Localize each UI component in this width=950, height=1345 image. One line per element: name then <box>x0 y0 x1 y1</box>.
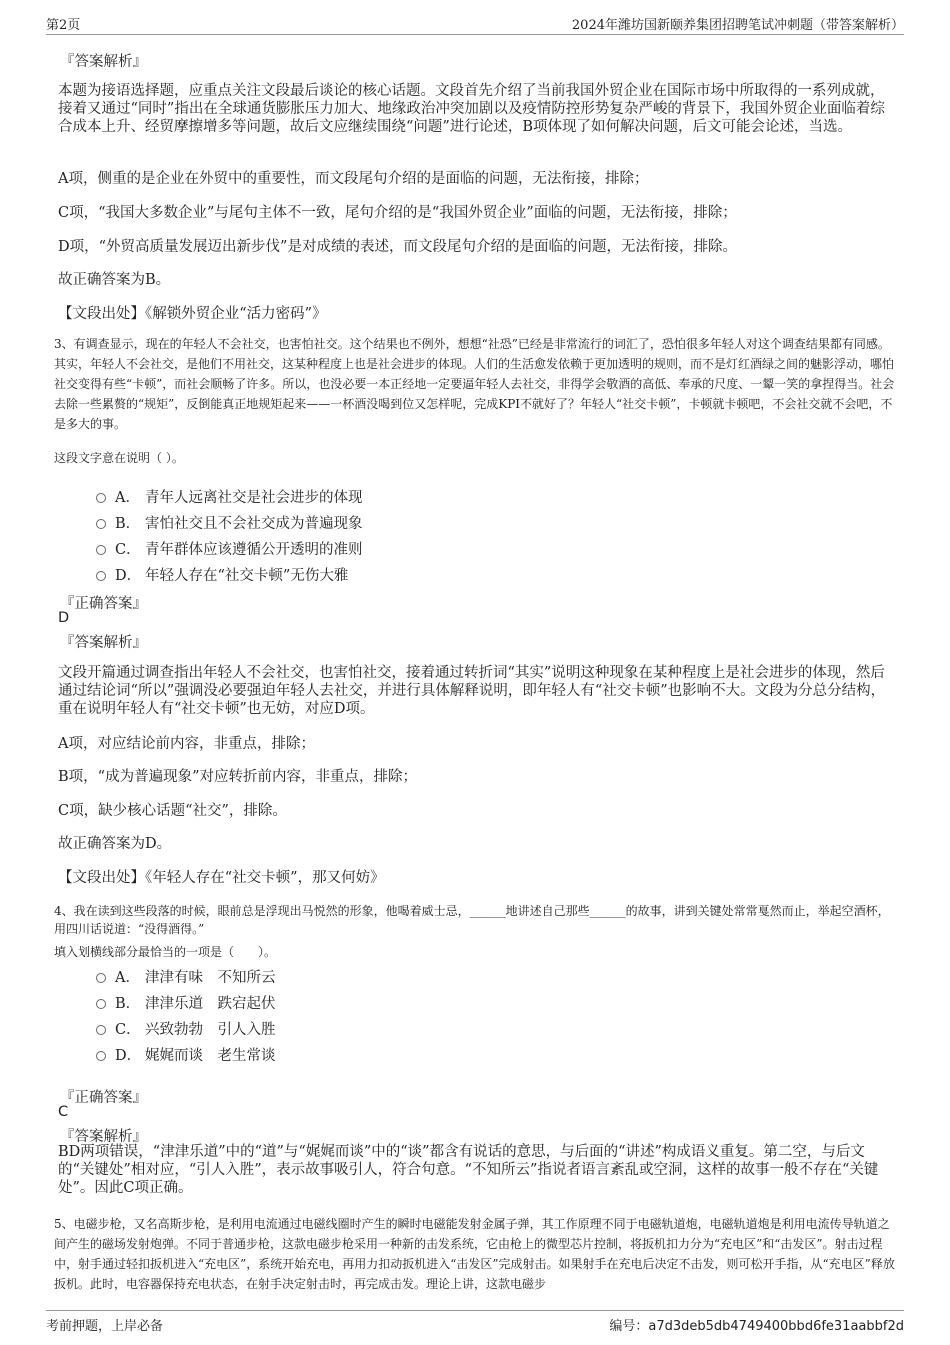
radio-icon[interactable] <box>96 973 106 983</box>
q4-option-b[interactable]: B． 津津乐道 跌宕起伏 <box>96 992 276 1013</box>
q3-answer-label: 『正确答案』 <box>60 596 147 612</box>
q4-stem: 4、我在读到这些段落的时候，眼前总是浮现出马悦然的形象，他喝着威士忌，______地讲述自己那些______的故事，讲到关键处常常戛然而止，举起空酒杯，用四川话说道：“没得酒得。” <box>54 904 890 936</box>
page-number: 第2页 <box>46 18 81 33</box>
page-header <box>46 14 904 35</box>
q2-analysis-label: 『答案解析』 <box>60 54 147 70</box>
q3-option-a-analysis: A项，对应结论前内容，非重点，排除； <box>58 736 315 752</box>
radio-icon[interactable] <box>96 545 106 555</box>
page-footer <box>46 1310 904 1335</box>
q3-option-a[interactable]: A． 青年人远离社交是社会进步的体现 <box>96 486 363 507</box>
q4-option-d[interactable]: D． 娓娓而谈 老生常谈 <box>96 1044 276 1065</box>
q2-option-a-analysis: A项，侧重的是企业在外贸中的重要性，而文段尾句介绍的是面临的问题，无法衔接，排除； <box>58 171 649 187</box>
radio-icon[interactable] <box>96 999 106 1009</box>
radio-icon[interactable] <box>96 493 106 503</box>
q3-option-b-analysis: B项，“成为普遍现象”对应转折前内容，非重点，排除； <box>58 769 417 785</box>
radio-icon[interactable] <box>96 519 106 529</box>
q4-option-c[interactable]: C． 兴致勃勃 引人入胜 <box>96 1018 276 1039</box>
q3-option-d[interactable]: D． 年轻人存在“社交卡顿”无伤大雅 <box>96 564 348 585</box>
q2-option-d-analysis: D项，“外贸高质量发展迈出新步伐”是对成绩的表述，而文段尾句介绍的是面临的问题，无法衔接，排除。 <box>58 239 737 255</box>
document-code: 编号：a7d3deb5db4749400bbd6fe31aabbf2d <box>609 1319 904 1334</box>
document-title: 2024年潍坊国新颐养集团招聘笔试冲刺题（带答案解析） <box>571 18 904 33</box>
q2-conclusion: 故正确答案为B。 <box>58 272 171 288</box>
q2-option-c-analysis: C项，“我国大多数企业”与尾句主体不一致，尾句介绍的是“我国外贸企业”面临的问题，无法衔接，排除； <box>58 205 737 221</box>
q3-option-c-analysis: C项，缺少核心话题“社交”，排除。 <box>58 803 287 819</box>
q2-analysis-text: 本题为接语选择题，应重点关注文段最后谈论的核心话题。文段首先介绍了当前我国外贸企业在国际市场中所取得的一系列成就，接着又通过“同时”指出在全球通货膨胀压力加大、地缘政治冲突加剧以及疫情防控形势复杂严峻的背景下，我国外贸企业面临着综合成本上升、经贸摩擦增多等问题，故后文应继续围绕“问题”进行论述，B项体现了如何解决问题，后文可能会论述，当选。 <box>58 83 885 135</box>
q4-answer: C <box>58 1104 69 1120</box>
q4-analysis-text: BD两项错误，“津津乐道”中的“道”与“娓娓而谈”中的“谈”都含有说话的意思，与后面的“讲述”构成语义重复。第二空，与后文的“关键处”相对应，“引人入胜”，表示故事吸引人，符合句意。“不知所云”指说者语言紊乱或空洞，这样的故事一般不存在“关键处”。因此C项正确。 <box>58 1144 879 1196</box>
q4-answer-label: 『正确答案』 <box>60 1090 147 1106</box>
q4-question: 填入划横线部分最恰当的一项是（ ）。 <box>54 945 277 959</box>
q3-option-b[interactable]: B． 害怕社交且不会社交成为普遍现象 <box>96 512 363 533</box>
radio-icon[interactable] <box>96 1025 106 1035</box>
q3-answer: D <box>58 610 70 626</box>
q2-source: 【文段出处】《解锁外贸企业“活力密码”》 <box>58 306 327 322</box>
q4-option-a[interactable]: A． 津津有味 不知所云 <box>96 966 276 987</box>
q3-analysis-text: 文段开篇通过调查指出年轻人不会社交，也害怕社交，接着通过转折词“其实”说明这种现象在某种程度上是社会进步的体现，然后通过结论词“所以”强调没必要强迫年轻人去社交，并进行具体解释说明，即年轻人有“社交卡顿”也影响不大。文段为分总分结构，重在说明年轻人有“社交卡顿”也无妨，对应D项。 <box>58 665 886 717</box>
q3-analysis-label: 『答案解析』 <box>60 635 147 651</box>
q3-option-c[interactable]: C． 青年群体应该遵循公开透明的准则 <box>96 538 363 559</box>
footer-slogan: 考前押题，上岸必备 <box>46 1319 164 1334</box>
radio-icon[interactable] <box>96 571 106 581</box>
radio-icon[interactable] <box>96 1051 106 1061</box>
q3-source: 【文段出处】《年轻人存在“社交卡顿”，那又何妨》 <box>58 870 385 886</box>
q4-analysis-label: 『答案解析』 <box>60 1129 147 1145</box>
q3-conclusion: 故正确答案为D。 <box>58 836 172 852</box>
q3-question: 这段文字意在说明（ ）。 <box>54 451 184 465</box>
q5-stem: 5、电磁步枪，又名高斯步枪，是利用电流通过电磁线圈时产生的瞬时电磁能发射金属子弹，其工作原理不同于电磁轨道炮，电磁轨道炮是利用电流传导轨道之间产生的磁场发射炮弹。不同于普通步枪，这款电磁步枪采用一种新的击发系统，它由枪上的微型芯片控制，将扳机扣力分为“充电区”和“击发区”。射击过程中，射手通过轻扣扳机进入“充电区”，系统开始充电，再用力扣动扳机进入“击发区”完成射击。如果射手在充电后决定不击发，则可松开手指，从“充电区”释放扳机。此时，电容器保持充电状态，在射手决定射击时，再完成击发。理论上讲，这款电磁步 <box>54 1217 895 1291</box>
q3-stem: 3、有调查显示，现在的年轻人不会社交，也害怕社交。这个结果也不例外，想想“社恐”已经是非常流行的词汇了，恐怕很多年轻人对这个调查结果都有同感。其实，年轻人不会社交，是他们不用社交，这某种程度上也是社会进步的体现。人们的生活愈发依赖于更加透明的规则，而不是灯红酒绿之间的魅影浮动，哪怕社交变得有些“卡顿”，而社会顺畅了许多。所以，也没必要一本正经地一定要逼年轻人去社交，非得学会敬酒的高低、奉承的尺度、一颦一笑的拿捏得当。社会去除一些累赘的“规矩”，反倒能真正地规矩起来——一杯酒没喝到位又怎样呢，完成KPI不就好了？年轻人“社交卡顿”，卡顿就卡顿吧，不会社交就不会吧，不是多大的事。 <box>54 337 895 431</box>
